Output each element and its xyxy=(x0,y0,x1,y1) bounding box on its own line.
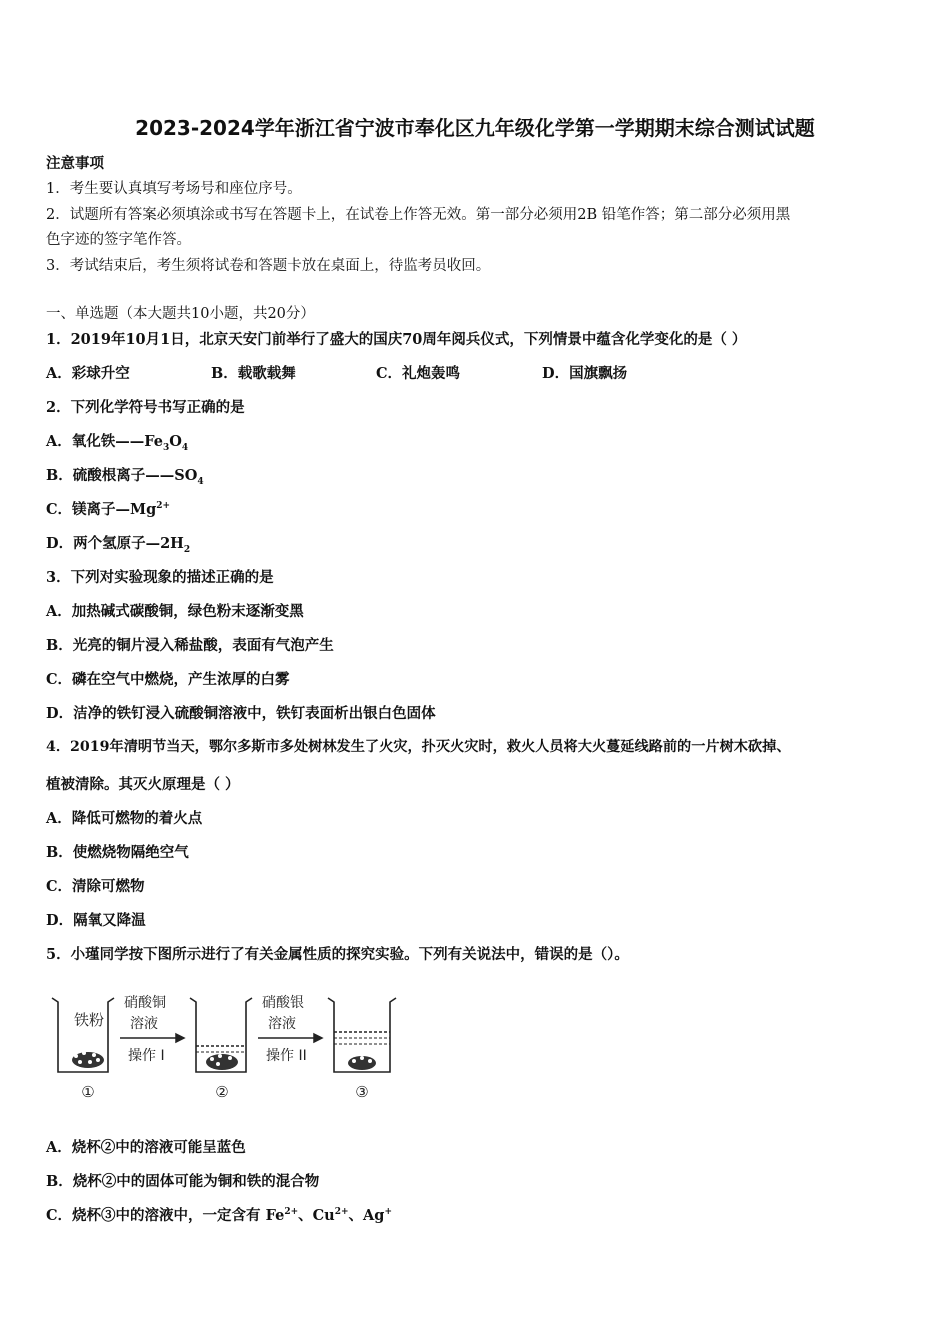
q5-option-c-text: C．烧杯③中的溶液中，一定含有 Fe xyxy=(46,1207,285,1224)
notice-item-3: 3．考试结束后，考生须将试卷和答题卡放在桌面上，待监考员收回。 xyxy=(46,258,491,274)
q4-option-b: B．使燃烧物隔绝空气 xyxy=(46,844,189,861)
q4-stem-line1: 4．2019年清明节当天，鄂尔多斯市多处树林发生了火灾，扑灭火灾时，救火人员将大火蔓延线路前的一片树木砍掉、 xyxy=(46,739,791,755)
q4-stem-line2: 植被清除。其灭火原理是（ ） xyxy=(46,776,240,793)
q5-option-c-cu: 、Cu xyxy=(298,1207,335,1224)
q1-stem: 1．2019年10月1日，北京天安门前举行了盛大的国庆70周年阅兵仪式，下列情景中蕴含化学变化的是（ ） xyxy=(46,331,747,348)
q2-option-d-text: D．两个氢原子—2H xyxy=(46,535,184,552)
q2-option-d-sub: 2 xyxy=(183,544,191,555)
q5-option-c-sup-cu: 2+ xyxy=(334,1207,349,1218)
q2-option-a-text: A．氧化铁——Fe xyxy=(46,433,163,450)
notice-item-2: 2．试题所有答案必须填涂或书写在答题卡上，在试卷上作答无效。第一部分必须用2B 铅笔作答；第二部分必须用黑 xyxy=(46,207,791,223)
q1-option-c: C．礼炮轰鸣 xyxy=(376,365,461,382)
q4-option-c: C．清除可燃物 xyxy=(46,878,145,895)
q2-option-c-text: C．镁离子—Mg xyxy=(46,501,157,518)
notice-item-1: 1．考生要认真填写考场号和座位序号。 xyxy=(46,181,302,197)
q1-option-a: A．彩球升空 xyxy=(46,365,130,382)
q4-option-a: A．降低可燃物的着火点 xyxy=(46,810,203,827)
page-title: 2023-2024学年浙江省宁波市奉化区九年级化学第一学期期末综合测试试题 xyxy=(135,116,815,140)
q2-option-a-sub1: 3 xyxy=(162,442,170,453)
arrow-1-operation: 操作 I xyxy=(128,1048,165,1064)
notice-heading: 注意事项 xyxy=(46,155,104,172)
arrow-1-reagent: 硝酸铜 xyxy=(124,995,166,1011)
q5-option-a: A．烧杯②中的溶液可能呈蓝色 xyxy=(46,1139,246,1156)
arrow-1 xyxy=(120,1034,184,1042)
q5-option-b: B．烧杯②中的固体可能为铜和铁的混合物 xyxy=(46,1173,320,1190)
q5-option-c xyxy=(46,1204,906,1225)
beaker-1-label: 铁粉 xyxy=(74,1011,105,1029)
solid-3 xyxy=(348,1056,376,1070)
beaker-1-number: ① xyxy=(81,1083,95,1101)
iron-powder xyxy=(72,1051,104,1068)
q2-option-b xyxy=(46,464,906,487)
q2-option-b-text: B．硫酸根离子——SO xyxy=(46,467,198,484)
q2-option-d xyxy=(46,532,906,555)
arrow-2-operation: 操作 II xyxy=(266,1048,307,1064)
q2-stem: 2．下列化学符号书写正确的是 xyxy=(46,399,245,416)
arrow-2 xyxy=(258,1034,322,1042)
q5-option-c-sup-ag: + xyxy=(384,1207,392,1218)
q3-option-a: A．加热碱式碳酸铜，绿色粉末逐渐变黑 xyxy=(46,603,304,620)
q4-option-d: D．隔氧又降温 xyxy=(46,912,146,929)
arrow-1-solution: 溶液 xyxy=(130,1016,158,1032)
q3-option-b: B．光亮的铜片浸入稀盐酸，表面有气泡产生 xyxy=(46,637,334,654)
q5-option-c-sup-fe: 2+ xyxy=(284,1207,299,1218)
q3-option-c: C．磷在空气中燃烧，产生浓厚的白雾 xyxy=(46,671,290,688)
q3-stem: 3．下列对实验现象的描述正确的是 xyxy=(46,569,274,586)
arrow-2-reagent: 硝酸银 xyxy=(262,995,304,1011)
q5-stem: 5．小瑾同学按下图所示进行了有关金属性质的探究实验。下列有关说法中，错误的是（）。 xyxy=(46,946,629,963)
q2-option-c-sup: 2+ xyxy=(156,501,171,512)
q2-option-a xyxy=(46,430,906,453)
q1-option-b: B．载歌载舞 xyxy=(211,365,296,382)
arrow-2-solution: 溶液 xyxy=(268,1016,296,1032)
experiment-figure xyxy=(48,990,408,1105)
q1-option-d: D．国旗飘扬 xyxy=(542,365,628,382)
beaker-3-number: ③ xyxy=(355,1083,369,1101)
q3-option-d: D．洁净的铁钉浸入硫酸铜溶液中，铁钉表面析出银白色固体 xyxy=(46,705,436,722)
q2-option-b-sub: 4 xyxy=(197,476,204,487)
section-heading: 一、单选题（本大题共10小题，共20分） xyxy=(46,306,315,322)
q5-option-c-ag: 、Ag xyxy=(348,1207,385,1224)
beaker-2-number: ② xyxy=(215,1083,229,1101)
q2-option-c xyxy=(46,498,906,519)
q2-option-a-o: O xyxy=(169,433,182,450)
q2-option-a-sub2: 4 xyxy=(181,442,189,453)
solid-2 xyxy=(206,1054,238,1070)
notice-item-2-cont: 色字迹的签字笔作答。 xyxy=(46,232,191,248)
